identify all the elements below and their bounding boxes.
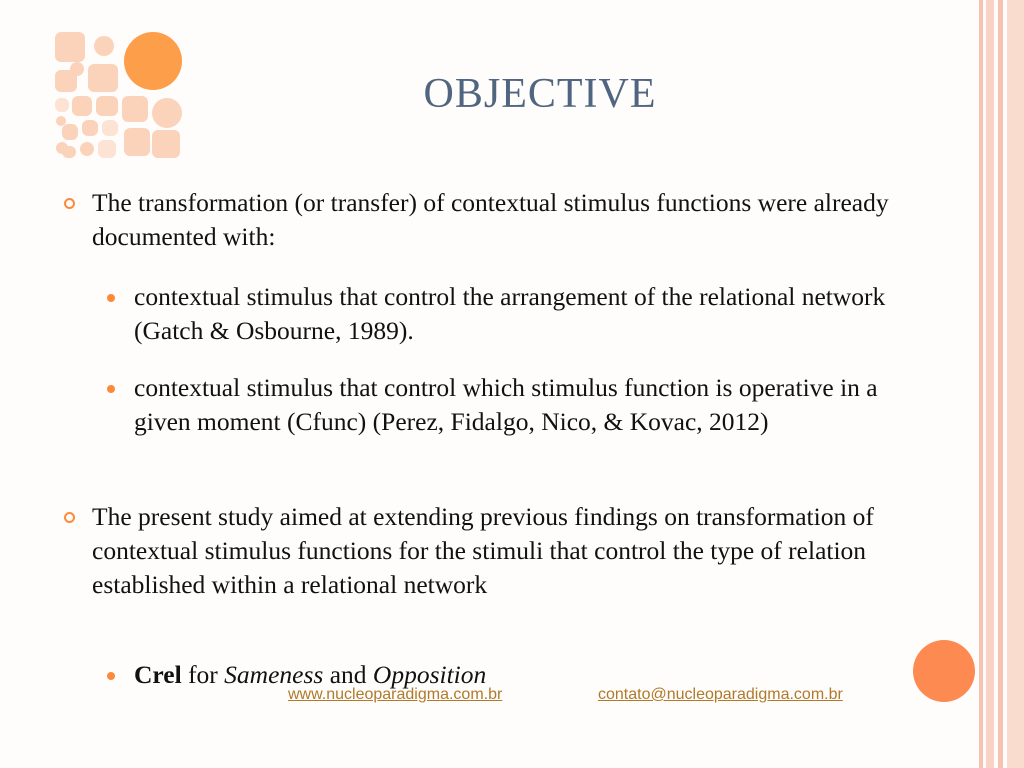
side-stripe (979, 0, 983, 768)
email-link[interactable]: contato@nucleoparadigma.com.br (598, 686, 843, 703)
connector-text: for (181, 660, 225, 689)
connector-text: and (323, 660, 373, 689)
bullet-item: The present study aimed at extending previous findings on transformation of contextual stimulus functions for the stimuli that control the type of relation established within a relational network (92, 502, 874, 599)
sameness-label: Sameness (224, 660, 324, 689)
side-stripe (1007, 0, 1024, 768)
website-link[interactable]: www.nucleoparadigma.com.br (288, 686, 503, 703)
orange-circle (124, 32, 182, 90)
sub-bullet-item: contextual stimulus that control the arrangement of the relational network (Gatch & Osbourne, 1989). (134, 282, 886, 345)
opposition-label: Opposition (372, 660, 487, 689)
slide-title: OBJECTIVE (423, 71, 657, 117)
bullet-ring-icon (64, 512, 75, 523)
crel-label: Crel (134, 660, 182, 689)
side-stripe (986, 0, 994, 768)
side-stripe (998, 0, 1003, 768)
mosaic-logo (0, 0, 200, 170)
sub-bullet-item: contextual stimulus that control which stimulus function is operative in a given moment (Cfunc) (Perez, Fidalgo, Nico, & Kovac, 2012) (134, 373, 878, 436)
bullet-dot-icon (107, 385, 115, 393)
decorative-circle (913, 640, 975, 702)
bullet-item: The transformation (or transfer) of contextual stimulus functions were already documented with: (92, 188, 889, 251)
bullet-ring-icon (64, 198, 75, 209)
bullet-dot-icon (107, 294, 115, 302)
bullet-dot-icon (107, 672, 115, 680)
